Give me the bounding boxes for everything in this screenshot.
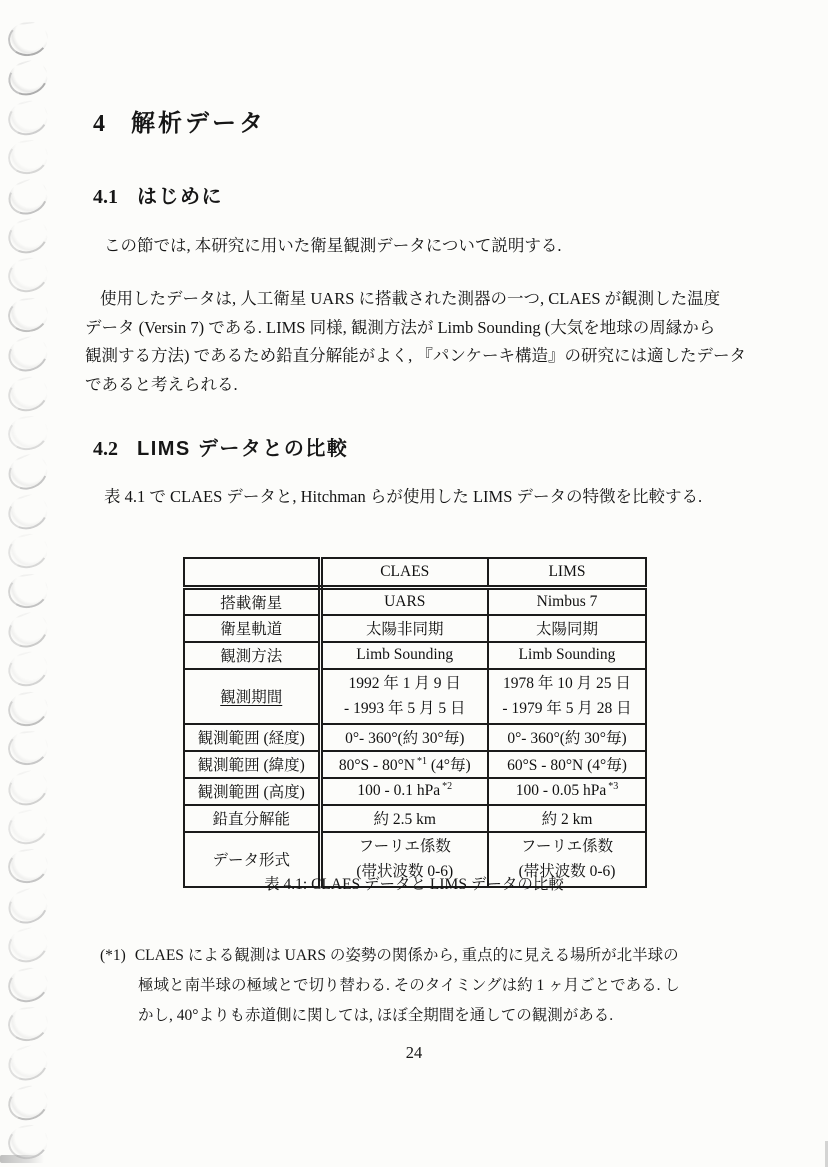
row-label: 観測範囲 (経度) [184,724,320,751]
table-header-lims: LIMS [488,558,646,587]
lims-cell: 60°S - 80°N (4°毎) [488,751,646,778]
claes-cell: 100 - 0.1 hPa $^{*2}$ [320,778,488,805]
claes-cell: 0°- 360°(約 30°毎) [320,724,488,751]
underlined-label: 観測期間 [220,689,283,706]
text-line: フーリエ係数 [358,837,451,855]
data-description-paragraph [85,285,775,399]
row-label: 観測範囲 (高度) [184,778,320,805]
footnote-marker-3: *3 [608,781,619,793]
scan-smudge [0,1155,44,1163]
chapter-title: 解析データ [131,110,266,137]
text-line: であると考えられる. [85,374,238,394]
binder-hole [4,96,52,140]
table-row-range-longitude [184,724,646,751]
intro-paragraph: この節では, 本研究に用いた衛星観測データについて説明する. [104,236,562,255]
table-row-range-latitude [184,751,646,778]
section-heading-4-1 [93,180,223,209]
table-corner-cell [184,558,320,587]
binder-hole [5,412,51,454]
binder-hole [3,331,53,378]
binder-hole [3,173,53,220]
claes-cell: UARS [320,587,488,615]
lims-cell: Limb Sounding [488,642,646,669]
binder-hole [4,647,53,692]
binder-hole [5,688,52,730]
footnote-text: CLAES による観測は UARS の姿勢の関係から, 重点的に見える場所が北半球の [134,947,679,964]
footnote-line: 極域と南半球の極域とで切り替わる. そのタイミングは約 1 ヶ月ごとである. し [138,977,680,994]
binder-hole [4,213,53,258]
row-label: 鉛直分解能 [184,805,320,832]
text-line: データ (Versin 7) である. LIMS 同様, 観測方法が Limb Sounding (大気を地球の周縁から [85,317,716,337]
section-heading-4-2 [93,432,348,461]
binder-hole [5,570,50,610]
text-line: (帯状波数 0-6) [518,863,616,880]
binder-hole [4,371,52,415]
page-number: 24 [405,1043,423,1062]
lims-cell: Nimbus 7 [488,587,646,615]
table-header-row [184,558,646,587]
chapter-heading [93,103,266,138]
row-label [184,669,320,724]
table-header-claes: CLAES [320,558,488,587]
table-row-vertical-resolution [184,805,646,832]
text-line: - 1979 年 5 月 28 日 [502,700,632,717]
binder-hole [4,254,51,297]
table-row-range-altitude [184,778,646,805]
comparison-paragraph: 表 4.1 で CLAES データと, Hitchman らが使用した LIMS データの特徴を比較する. [104,487,703,506]
lims-cell: 0°- 360°(約 30°毎) [488,724,646,751]
text-line: 観測する方法) であるため鉛直分解能がよく, 『パンケーキ構造』の研究には適したデータ [85,346,747,365]
text-line: (帯状波数 0-6) [356,863,454,880]
binder-hole [3,882,53,929]
chapter-number: 4 [93,111,105,137]
text-line: フーリエ係数 [520,837,614,855]
section-number: 4.2 [93,438,118,460]
text-line: 1992 年 1 月 9 日 [348,674,461,692]
table-caption: 表 4.1: CLAES データと LIMS データの比較 [264,876,564,893]
footnote-label: (*1) [100,947,126,964]
binder-hole [5,137,51,178]
lims-cell [488,669,646,724]
lims-cell: 太陽同期 [488,615,646,642]
section-title: LIMS データとの比較 [137,438,349,460]
binder-hole [3,607,53,654]
binder-hole [3,449,54,497]
table-row-period [184,669,646,724]
row-label: 観測方法 [184,642,320,669]
footnote-marker-1: *1 [416,755,427,767]
section-number: 4.1 [93,186,118,208]
claes-lims-comparison-table [183,557,647,888]
row-label: 観測範囲 (緯度) [184,751,320,778]
binder-hole [6,1004,51,1044]
binder-hole [5,846,51,887]
binder-hole [6,19,50,58]
binder-hole [4,530,51,573]
section-title: はじめに [137,186,223,208]
footnote-line: かし, 40°よりも赤道側に関しては, ほぼ全期間を通しての観測がある. [138,1007,614,1024]
row-label: 搭載衛星 [184,587,320,615]
binder-hole [3,765,53,811]
row-label: データ形式 [184,832,320,887]
footnote-line [100,941,760,971]
claes-cell [320,669,488,724]
binder-holes-column [0,0,64,1167]
text-line: 使用したデータは, 人工衛星 UARS に搭載された測器の一つ, CLAES が観測した温度 [100,289,721,308]
row-label: 衛星軌道 [184,615,320,642]
claes-cell: Limb Sounding [320,642,488,669]
binder-hole [6,295,51,335]
text-line: 1978 年 10 月 25 日 [503,674,631,692]
binder-hole [3,489,52,535]
binder-hole [6,729,50,768]
table-row-orbit [184,615,646,642]
binder-hole [4,805,52,849]
footnote-marker-2: *2 [442,781,453,793]
binder-hole [4,963,51,1006]
claes-cell: 太陽非同期 [320,615,488,642]
lims-cell: 100 - 0.05 hPa $^{*3}$ [488,778,646,805]
binder-hole [4,1081,52,1125]
table-row-method [184,642,646,669]
lims-cell: 約 2 km [488,805,646,832]
claes-cell: 約 2.5 km [320,805,488,832]
claes-cell: 80°S - 80°N $^{*1}$ (4°毎) [320,751,488,778]
text-line: - 1993 年 5 月 5 日 [344,700,466,717]
binder-hole [4,923,53,968]
footnote-block [100,941,760,1031]
table-row-satellite [184,587,646,615]
binder-hole [3,55,53,101]
